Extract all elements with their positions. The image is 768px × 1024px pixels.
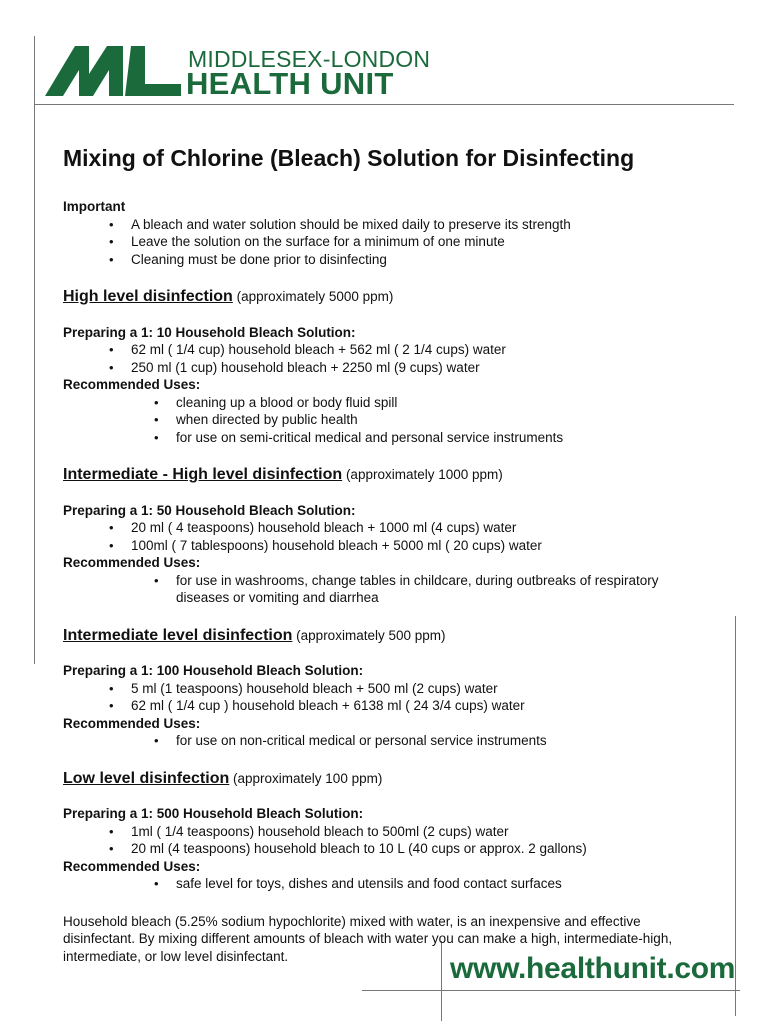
list-item: • 250 ml (1 cup) household bleach + 2250 ml (9 cups) water [131,359,743,377]
section-intermediate-level [63,627,743,750]
section-title: Low level disinfection [63,769,230,787]
important-heading: Important [63,199,126,214]
section-low-level [63,770,743,893]
section-ppm: (approximately 100 ppm) [233,770,383,786]
ml-logo-icon [45,44,181,96]
preparing-label: Preparing a 1: 100 Household Bleach Solution: [63,663,364,678]
website-link[interactable]: www.healthunit.com [450,952,736,985]
preparing-label: Preparing a 1: 50 Household Bleach Solution: [63,502,356,518]
list-item: • Leave the solution on the surface for a minimum of one minute [131,233,743,251]
uses-list [63,732,743,750]
document-body [63,142,743,965]
uses-label: Recommended Uses: [63,377,201,392]
uses-label: Recommended Uses: [63,715,201,731]
header-divider [34,104,734,105]
uses-list [63,394,743,447]
list-item: • 62 ml ( 1/4 cup ) household bleach + 6138 ml ( 24 3/4 cups) water [131,697,743,715]
uses-label: Recommended Uses: [63,858,201,874]
uses-list [63,875,743,893]
section-ppm: (approximately 500 ppm) [296,627,446,643]
preparing-label: Preparing a 1: 10 Household Bleach Solution: [63,324,356,340]
section-heading [63,288,743,306]
preparing-label: Preparing a 1: 500 Household Bleach Solution: [63,806,364,821]
list-item: • for use on semi-critical medical and personal service instruments [176,429,743,447]
org-name-line2: HEALTH UNIT [186,66,394,101]
list-item: • Cleaning must be done prior to disinfecting [131,251,743,269]
list-item: • for use in washrooms, change tables in childcare, during outbreaks of respiratory diseases or vomiting and diarrhea [176,572,676,607]
section-high-level [63,288,743,446]
list-item: • cleaning up a blood or body fluid spill [176,394,743,412]
footer-divider [362,990,740,991]
important-block [63,198,743,268]
section-title: Intermediate level disinfection [63,626,293,644]
footer-paragraph: Household bleach (5.25% sodium hypochlorite) mixed with water, is an inexpensive and effective disinfectant. By mixing different amounts of bleach with water you can make a high, intermediate-high, intermediate, or low level disinfectant. [63,913,673,964]
left-border-line [34,36,35,664]
list-item: • for use on non-critical medical or personal service instruments [176,732,743,750]
section-heading [63,770,743,788]
list-item: • 62 ml ( 1/4 cup) household bleach + 562 ml ( 2 1/4 cups) water [131,341,743,359]
page-title: Mixing of Chlorine (Bleach) Solution for Disinfecting [63,145,635,171]
recipe-list [63,680,743,715]
recipe-list [63,519,743,554]
section-ppm: (approximately 5000 ppm) [236,289,394,304]
list-item: • when directed by public health [176,411,743,429]
org-name-line1: MIDDLESEX-LONDON [188,46,431,72]
list-item: • 20 ml (4 teaspoons) household bleach to 10 L (40 cups or approx. 2 gallons) [131,840,743,858]
list-item: • safe level for toys, dishes and utensils and food contact surfaces [176,875,743,893]
section-ppm: (approximately 1000 ppm) [345,467,503,482]
recipe-list [63,341,743,376]
uses-list [63,572,743,607]
important-list [63,216,743,269]
recipe-list [63,823,743,858]
section-intermediate-high-level [63,466,743,607]
list-item: • A bleach and water solution should be mixed daily to preserve its strength [131,216,743,234]
list-item: • 1ml ( 1/4 teaspoons) household bleach to 500ml (2 cups) water [131,823,743,841]
uses-label: Recommended Uses: [63,555,201,570]
list-item: • 20 ml ( 4 teaspoons) household bleach + 1000 ml (4 cups) water [131,519,743,537]
section-title: High level disinfection [63,288,233,305]
section-heading [63,466,743,484]
section-heading [63,627,743,645]
list-item: • 5 ml (1 teaspoons) household bleach + 500 ml (2 cups) water [131,680,743,698]
section-title: Intermediate - High level disinfection [63,466,343,483]
list-item: • 100ml ( 7 tablespoons) household bleach + 5000 ml ( 20 cups) water [131,537,743,555]
